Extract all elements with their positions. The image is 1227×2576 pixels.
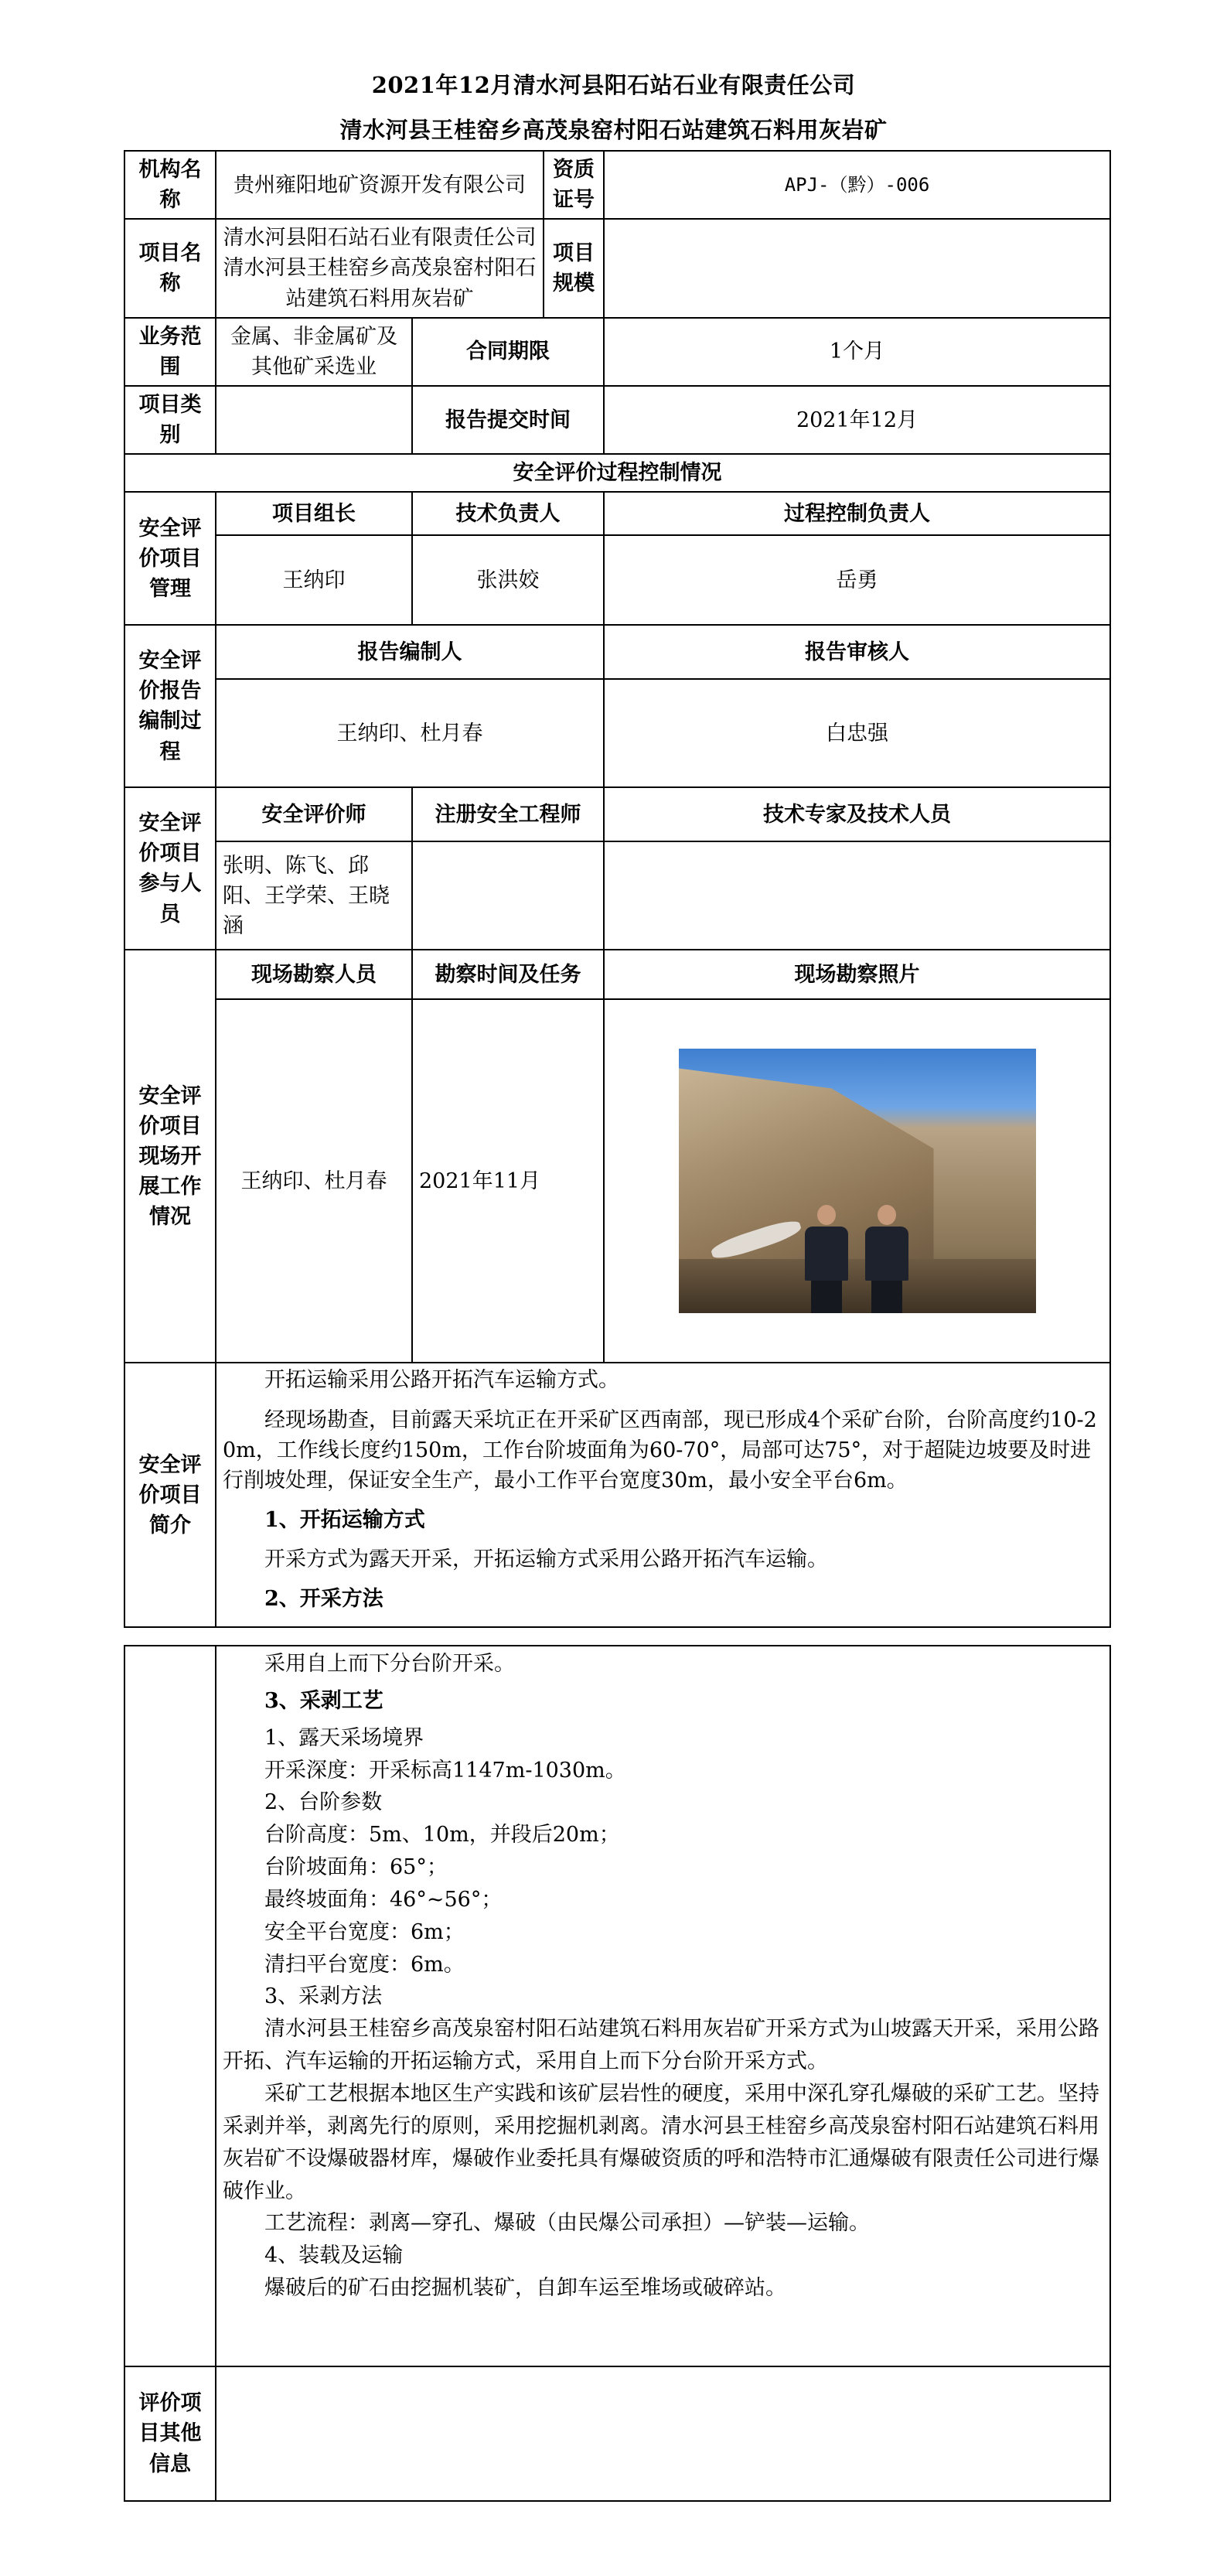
photo-label: 现场勘察照片	[604, 950, 1110, 999]
scale-label: 项目规模	[544, 219, 604, 317]
brief-label: 安全评价项目简介	[124, 1363, 216, 1627]
document-title-line2: 清水河县王桂窑乡高茂泉窑村阳石站建筑石料用灰岩矿	[339, 117, 888, 143]
engineer-label: 注册安全工程师	[412, 787, 604, 841]
process-header-row	[124, 454, 1110, 492]
continuation-table	[124, 1645, 1111, 2502]
ground-shape	[679, 1259, 1036, 1313]
cont-p1: 采用自上而下分台阶开采。	[264, 1652, 515, 1676]
info-table	[124, 150, 1111, 1628]
author-label: 报告编制人	[216, 625, 604, 679]
site-value-row	[124, 999, 1110, 1363]
process-detail-content	[216, 1646, 1110, 2366]
cont-l13: 4、装载及运输	[264, 2243, 404, 2268]
person-figure	[863, 1205, 911, 1313]
submit-value: 2021年12月	[604, 386, 1110, 454]
cont-l6: 最终坡面角：46°~56°；	[264, 1887, 503, 1912]
business-row	[124, 318, 1110, 386]
org-row	[124, 151, 1110, 219]
category-row	[124, 386, 1110, 454]
other-row	[124, 2366, 1110, 2501]
cont-l10: 清水河县王桂窑乡高茂泉窑村阳石站建筑石料用灰岩矿开采方式为山坡露天开采，采用公路开拓、汽车运输的开拓运输方式，采用自上而下分台阶开采方式。	[223, 2017, 1099, 2074]
site-photo	[679, 1049, 1036, 1313]
expert-label: 技术专家及技术人员	[604, 787, 1110, 841]
cont-h3: 3、采剥工艺	[264, 1688, 383, 1713]
participants-value-row	[124, 841, 1110, 950]
cont-l11: 采矿工艺根据本地区生产实践和该矿层岩性的硬度，采用中深孔穿孔爆破的采矿工艺。坚持采剥并举，剥离先行的原则，采用挖掘机剥离。清水河县王桂窑乡高茂泉窑村阳石站建筑石料用灰岩矿不设爆破器材库，爆破作业委托具有爆破资质的呼和浩特市汇通爆破有限责任公司进行爆破作业。	[223, 2081, 1099, 2203]
org-label: 机构名称	[124, 151, 216, 219]
process-header: 安全评价过程控制情况	[124, 454, 1110, 492]
brief-row	[124, 1363, 1110, 1627]
process-detail-label	[124, 1646, 216, 2366]
cont-l1: 1、露天采场境界	[264, 1725, 424, 1750]
report-value-row	[124, 679, 1110, 787]
control-value: 岳勇	[604, 535, 1110, 625]
evaluator-value: 张明、陈飞、邱阳、王学荣、王晓涵	[216, 841, 412, 950]
report-label: 安全评价报告编制过程	[124, 625, 216, 787]
person-figure	[803, 1205, 850, 1313]
org-value: 贵州雍阳地矿资源开发有限公司	[216, 151, 544, 219]
project-row	[124, 219, 1110, 317]
reviewer-value: 白忠强	[604, 679, 1110, 787]
cont-l9: 3、采剥方法	[264, 1984, 383, 2009]
other-value	[216, 2366, 1110, 2501]
brief-h2: 2、开采方法	[264, 1587, 383, 1612]
cont-l5: 台阶坡面角：65°；	[264, 1855, 448, 1880]
cont-l4: 台阶高度：5m、10m，并段后20m；	[264, 1823, 620, 1848]
leader-value: 王纳印	[216, 535, 412, 625]
cont-l12: 工艺流程：剥离—穿孔、爆破（由民爆公司承担）—铲装—运输。	[264, 2211, 870, 2236]
cert-label: 资质证号	[544, 151, 604, 219]
cont-l14: 爆破后的矿石由挖掘机装矿，自卸车运至堆场或破碎站。	[264, 2276, 786, 2301]
tech-label: 技术负责人	[412, 492, 604, 535]
staff-value: 王纳印、杜月春	[216, 999, 412, 1363]
site-label: 安全评价项目现场开展工作情况	[124, 950, 216, 1363]
expert-value	[604, 841, 1110, 950]
scale-value	[604, 219, 1110, 317]
management-header-row	[124, 492, 1110, 535]
brief-h1: 1、开拓运输方式	[264, 1507, 425, 1532]
category-label: 项目类别	[124, 386, 216, 454]
brief-p3: 开采方式为露天开采，开拓运输方式采用公路开拓汽车运输。	[264, 1547, 828, 1572]
cont-l3: 2、台阶参数	[264, 1790, 383, 1815]
cont-l7: 安全平台宽度：6m；	[264, 1919, 465, 1944]
submit-label: 报告提交时间	[412, 386, 604, 454]
brief-p2: 经现场勘查，目前露天采坑正在开采矿区西南部，现已形成4个采矿台阶，台阶高度约10-20m，工作线长度约150m，工作台阶坡面角为60-70°，局部可达75°，对于超陡边坡要及时进行削坡处理，保证安全生产，最小工作平台宽度30m，最小安全平台6m。	[223, 1407, 1097, 1493]
leader-label: 项目组长	[216, 492, 412, 535]
participants-header-row	[124, 787, 1110, 841]
time-label: 勘察时间及任务	[412, 950, 604, 999]
time-value: 2021年11月	[412, 999, 604, 1363]
process-detail-row	[124, 1646, 1110, 2366]
contract-value: 1个月	[604, 318, 1110, 386]
contract-label: 合同期限	[412, 318, 604, 386]
cert-value: APJ-（黔）-006	[604, 151, 1110, 219]
site-header-row	[124, 950, 1110, 999]
document-title-line1: 2021年12月清水河县阳石站石业有限责任公司	[371, 72, 856, 98]
evaluator-label: 安全评价师	[216, 787, 412, 841]
cont-l2: 开采深度：开采标高1147m-1030m。	[264, 1758, 626, 1783]
report-header-row	[124, 625, 1110, 679]
brief-p1: 开拓运输采用公路开拓汽车运输方式。	[264, 1368, 619, 1393]
control-label: 过程控制负责人	[604, 492, 1110, 535]
project-value: 清水河县阳石站石业有限责任公司清水河县王桂窑乡高茂泉窑村阳石站建筑石料用灰岩矿	[216, 219, 544, 317]
business-value: 金属、非金属矿及其他矿采选业	[216, 318, 412, 386]
business-label: 业务范围	[124, 318, 216, 386]
participants-label: 安全评价项目参与人员	[124, 787, 216, 950]
tech-value: 张洪姣	[412, 535, 604, 625]
photo-cell	[604, 999, 1110, 1363]
other-label: 评价项目其他信息	[124, 2366, 216, 2501]
project-label: 项目名称	[124, 219, 216, 317]
staff-label: 现场勘察人员	[216, 950, 412, 999]
brief-content	[216, 1363, 1110, 1627]
management-label: 安全评价项目管理	[124, 492, 216, 625]
engineer-value	[412, 841, 604, 950]
cont-l8: 清扫平台宽度：6m。	[264, 1952, 465, 1977]
management-value-row	[124, 535, 1110, 625]
category-value	[216, 386, 412, 454]
author-value: 王纳印、杜月春	[216, 679, 604, 787]
reviewer-label: 报告审核人	[604, 625, 1110, 679]
